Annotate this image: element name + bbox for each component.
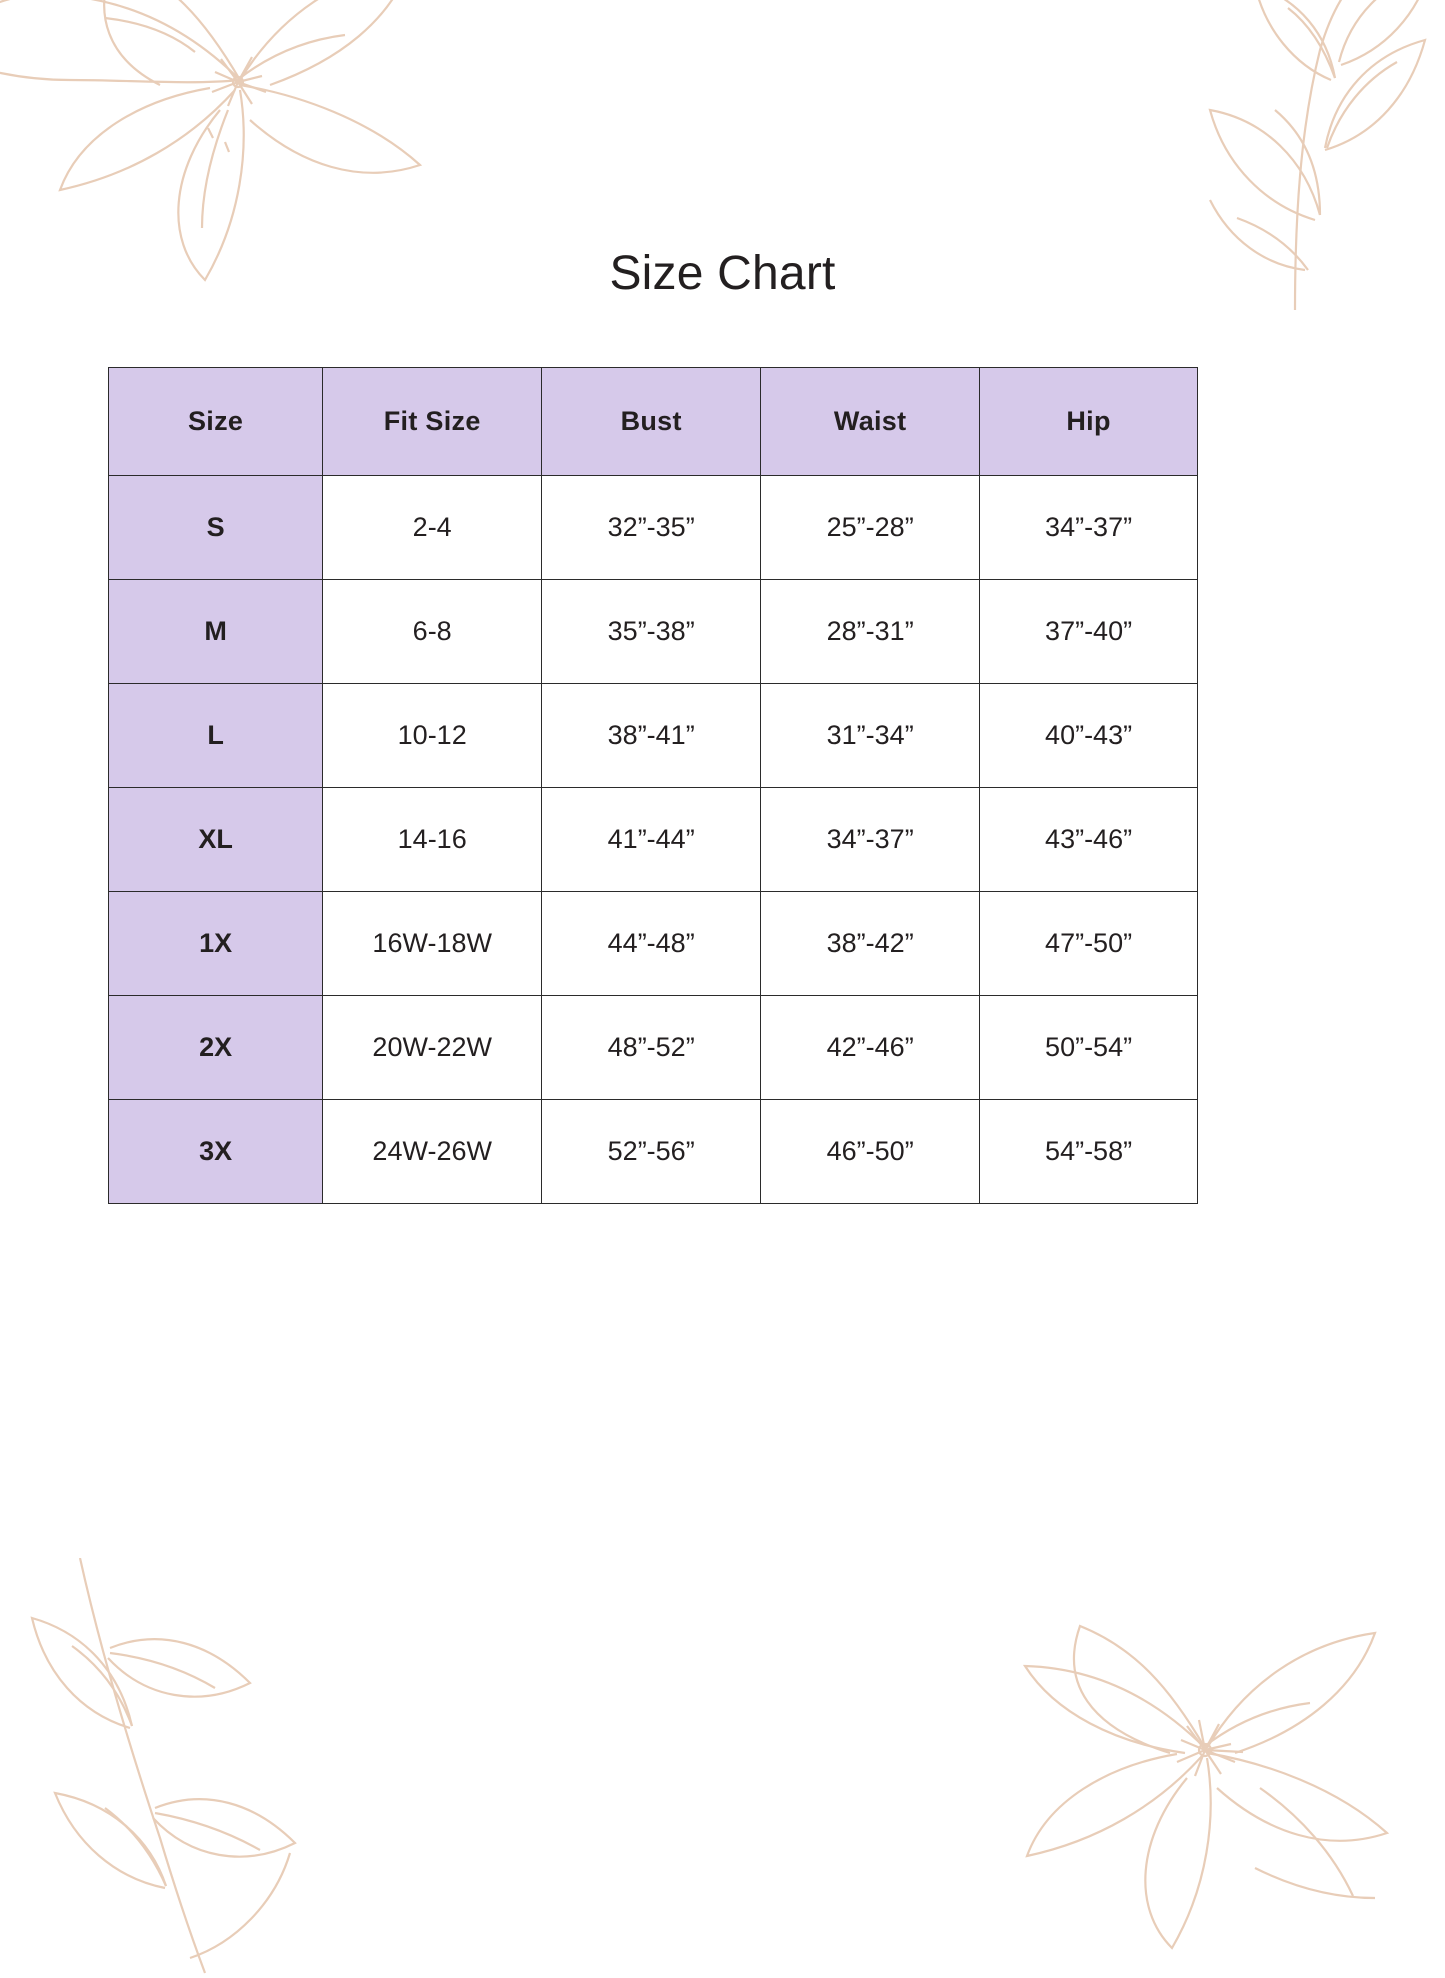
cell-hip: 40”-43”: [980, 684, 1198, 788]
cell-hip: 43”-46”: [980, 788, 1198, 892]
cell-bust: 52”-56”: [542, 1100, 761, 1204]
page-title: Size Chart: [609, 247, 836, 300]
cell-waist: 42”-46”: [761, 996, 980, 1100]
size-chart-table: [108, 367, 1198, 1204]
cell-size: S: [109, 476, 323, 580]
cell-hip: 50”-54”: [980, 996, 1198, 1100]
cell-size: L: [109, 684, 323, 788]
table-row: [109, 892, 1198, 996]
cell-fit-size: 20W-22W: [323, 996, 542, 1100]
table-header-row: [109, 368, 1198, 476]
column-header-size: Size: [109, 368, 323, 476]
table-row: [109, 684, 1198, 788]
cell-fit-size: 6-8: [323, 580, 542, 684]
table-row: [109, 1100, 1198, 1204]
table-row: [109, 996, 1198, 1100]
cell-bust: 44”-48”: [542, 892, 761, 996]
column-header-bust: Bust: [542, 368, 761, 476]
cell-size: 2X: [109, 996, 323, 1100]
cell-fit-size: 24W-26W: [323, 1100, 542, 1204]
cell-waist: 31”-34”: [761, 684, 980, 788]
cell-bust: 41”-44”: [542, 788, 761, 892]
cell-hip: 37”-40”: [980, 580, 1198, 684]
table-row: [109, 580, 1198, 684]
cell-size: M: [109, 580, 323, 684]
size-chart-table-container: [108, 367, 1198, 1204]
column-header-waist: Waist: [761, 368, 980, 476]
cell-hip: 47”-50”: [980, 892, 1198, 996]
cell-bust: 48”-52”: [542, 996, 761, 1100]
cell-hip: 34”-37”: [980, 476, 1198, 580]
cell-size: 1X: [109, 892, 323, 996]
cell-fit-size: 10-12: [323, 684, 542, 788]
column-header-hip: Hip: [980, 368, 1198, 476]
cell-waist: 28”-31”: [761, 580, 980, 684]
column-header-fit-size: Fit Size: [323, 368, 542, 476]
cell-waist: 46”-50”: [761, 1100, 980, 1204]
cell-hip: 54”-58”: [980, 1100, 1198, 1204]
cell-bust: 35”-38”: [542, 580, 761, 684]
cell-fit-size: 2-4: [323, 476, 542, 580]
table-row: [109, 788, 1198, 892]
cell-waist: 25”-28”: [761, 476, 980, 580]
cell-waist: 38”-42”: [761, 892, 980, 996]
cell-size: XL: [109, 788, 323, 892]
cell-bust: 38”-41”: [542, 684, 761, 788]
cell-size: 3X: [109, 1100, 323, 1204]
table-row: [109, 476, 1198, 580]
cell-fit-size: 16W-18W: [323, 892, 542, 996]
cell-bust: 32”-35”: [542, 476, 761, 580]
cell-fit-size: 14-16: [323, 788, 542, 892]
cell-waist: 34”-37”: [761, 788, 980, 892]
